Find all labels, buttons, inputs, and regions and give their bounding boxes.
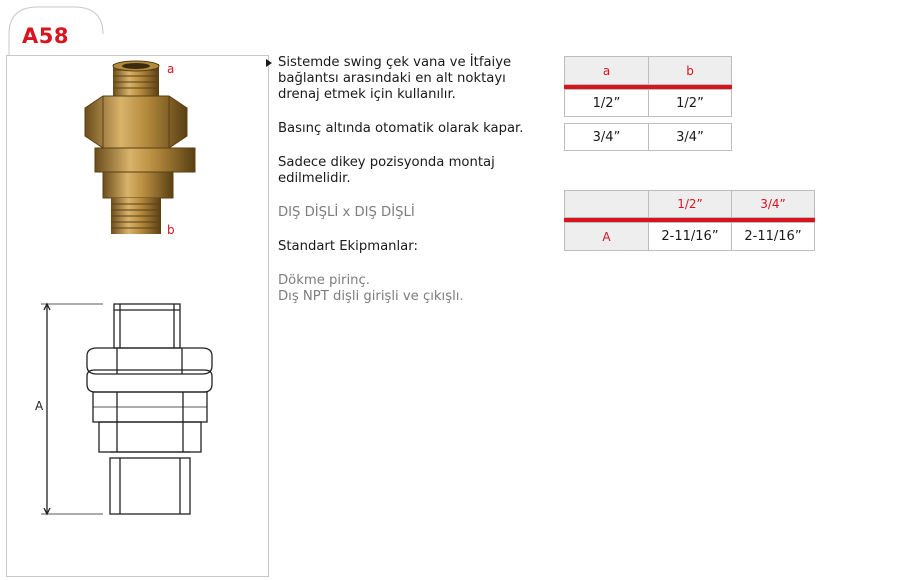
size-header-a: a <box>564 56 649 85</box>
dimension-value: 2-11/16” <box>731 222 815 251</box>
dimension-header-three-quarter: 3/4” <box>731 190 815 218</box>
union-fitting-photo <box>7 56 268 245</box>
dimension-header-blank <box>564 190 649 218</box>
connection-type: DIŞ DİŞLİ x DIŞ DİŞLİ <box>278 205 415 220</box>
auto-close-text: Basınç altında otomatik olarak kapar. <box>278 121 524 136</box>
usage-text: Sistemde swing çek vana ve İtfaiye bağlantsı arasındaki en alt noktayı drenaj etmek için kullanılır. <box>278 55 512 102</box>
equipment-heading: Standart Ekipmanlar: <box>278 239 418 254</box>
mounting-text: Sadece dikey pozisyonda montaj edilmelidir. <box>278 155 495 186</box>
size-cell: 1/2” <box>564 89 649 117</box>
equipment-material: Dökme pirinç. <box>278 273 370 288</box>
product-photo-panel <box>6 55 269 246</box>
dimension-a-label: A <box>35 399 44 413</box>
equipment-threads: Dış NPT dişli girişli ve çıkışlı. <box>278 289 464 304</box>
size-cell: 1/2” <box>648 89 732 117</box>
dimension-value: 2-11/16” <box>648 222 732 251</box>
size-cell: 3/4” <box>648 123 732 151</box>
bullet-arrow-icon <box>266 59 272 67</box>
port-b-label: b <box>167 223 175 237</box>
port-a-label: a <box>167 62 175 76</box>
technical-drawing-panel <box>6 244 269 577</box>
product-code: A58 <box>22 24 69 48</box>
dimension-row-label: A <box>564 222 649 251</box>
size-header-b: b <box>648 56 732 85</box>
dimension-header-half: 1/2” <box>648 190 732 218</box>
size-cell: 3/4” <box>564 123 649 151</box>
union-fitting-drawing <box>7 244 268 576</box>
product-description <box>278 55 538 305</box>
